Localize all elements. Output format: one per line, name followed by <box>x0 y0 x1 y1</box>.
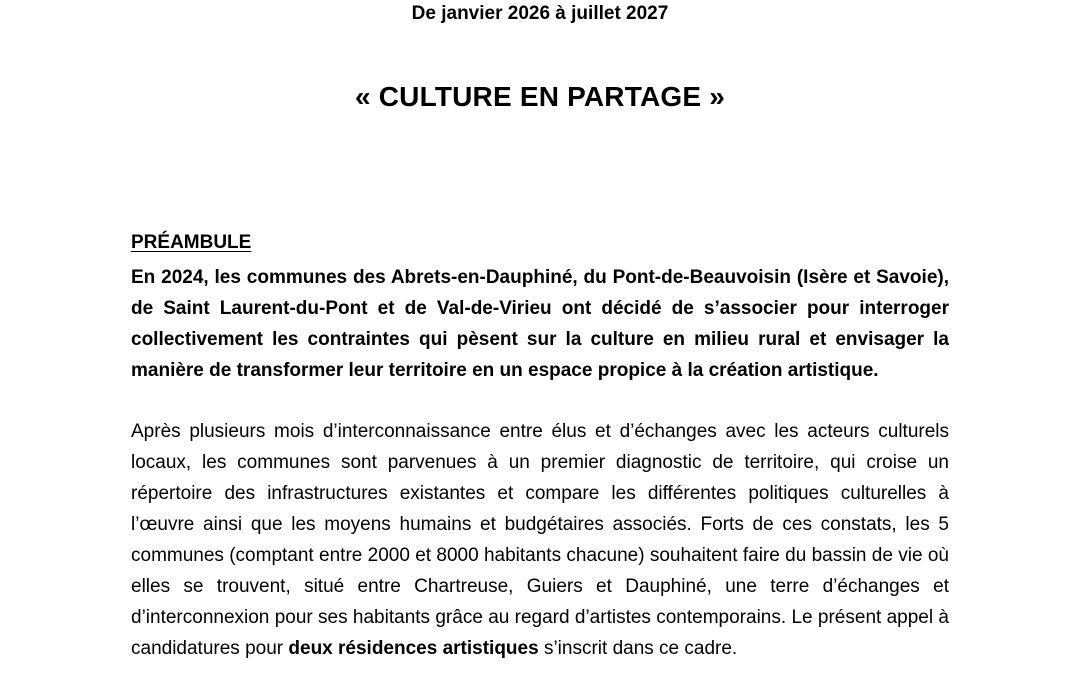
body-text-end: s’inscrit dans ce cadre. <box>538 638 738 659</box>
date-range: De janvier 2026 à juillet 2027 <box>411 3 669 24</box>
preamble-body-paragraph <box>131 416 949 664</box>
preamble-section <box>131 231 949 664</box>
body-text-start: Après plusieurs mois d’interconnaissance entre élus et d’échanges avec les acteurs culturels locaux, les communes sont parvenues à un premier diagnostic de territoire, qui croise un répertoire des infrastructures existantes et compare les différentes politiques culturelles à l’œuvre ainsi que les moyens humains et budgétaires associés. Forts de ces constats, les 5 communes (comptant entre 2000 et 8000 habitants chacune) souhaitent faire du bassin de vie où elles se trouvent, situé entre Chartreuse, Guiers et Dauphiné, une terre d’échanges et d’interconnexion pour ses habitants grâce au regard d’artistes contemporains. Le présent appel à candidatures pour <box>131 421 949 659</box>
body-emphasis: deux résidences artistiques <box>288 638 539 659</box>
preamble-intro-paragraph: En 2024, les communes des Abrets-en-Dauphiné, du Pont-de-Beauvoisin (Isère et Savoie), de Saint Laurent-du-Pont et de Val-de-Virieu ont décidé de s’associer pour interroger collectivement les contraintes qui pèsent sur la culture en milieu rural et envisager la manière de transformer leur territoire en un espace propice à la création artistique. <box>131 267 949 381</box>
document-title: « CULTURE EN PARTAGE » <box>355 81 725 112</box>
preamble-heading: PRÉAMBULE <box>131 232 252 253</box>
